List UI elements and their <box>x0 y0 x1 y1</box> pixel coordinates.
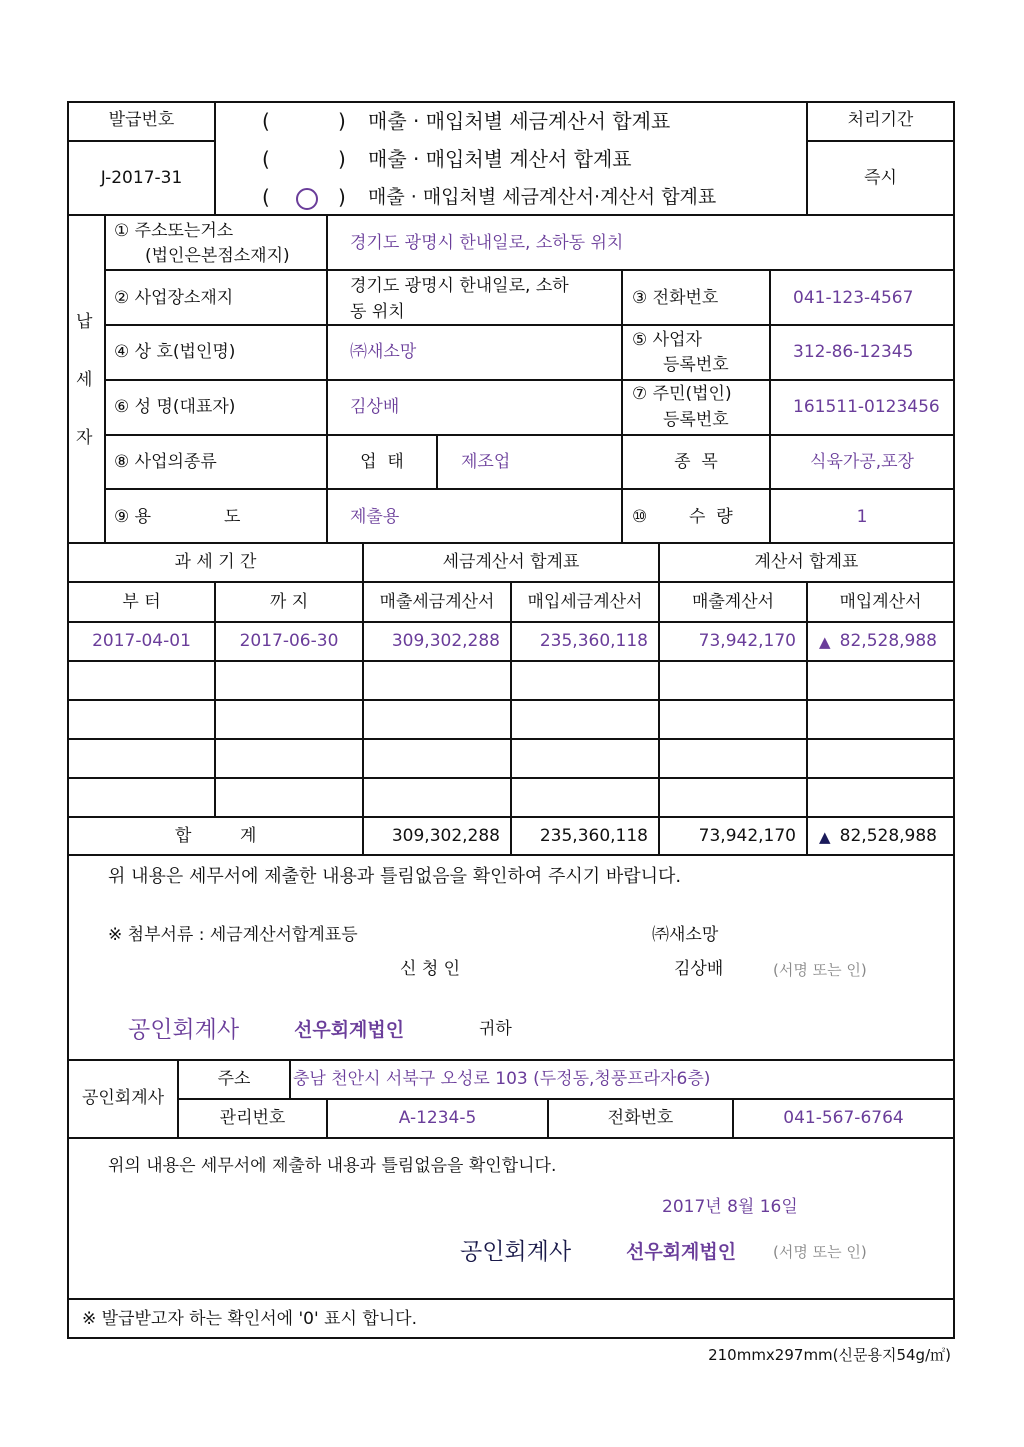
option-close-paren: ) <box>338 109 346 133</box>
divider <box>67 854 953 856</box>
quantity-label: 수 량 <box>689 507 733 527</box>
divider <box>67 214 953 216</box>
column-header: 부 터 <box>122 592 161 612</box>
column-header: 까 지 <box>269 592 309 612</box>
option-title: 매출 · 매입처별 세금계산서 합계표 <box>368 109 671 133</box>
biz-place-value-1: 경기도 광명시 한내일로, 소하 <box>350 276 569 296</box>
divider <box>436 435 438 489</box>
column-header: 매출세금계산서 <box>379 592 495 612</box>
cpa-address-label: 주소 <box>217 1069 251 1089</box>
divider <box>67 621 953 623</box>
resident-label-2: 등록번호 <box>663 410 729 430</box>
group-header-invoice: 계산서 합계표 <box>754 552 859 572</box>
purpose-label: ⑨ 용 <box>114 507 152 527</box>
divider <box>67 542 953 544</box>
option-open-paren: ( <box>262 185 270 209</box>
sign-hint: (서명 또는 인) <box>773 961 867 979</box>
biz-reg-label-1: ⑤ 사업자 <box>632 330 702 350</box>
biz-type-label: ⑧ 사업의종류 <box>114 452 217 472</box>
option-title: 매출 · 매입처별 계산서 합계표 <box>368 147 632 171</box>
option-open-paren: ( <box>262 109 270 133</box>
attachment-note: ※ 첨부서류 : 세금계산서합계표등 <box>108 925 358 945</box>
resident-label-1: ⑦ 주민(법인) <box>632 384 732 404</box>
divider <box>67 581 953 583</box>
divider <box>67 1059 953 1061</box>
divider <box>105 488 953 490</box>
confirmation-date: 2017년 8월 16일 <box>662 1197 798 1217</box>
category-label: 업 태 <box>360 452 404 472</box>
applicant-label: 신 청 인 <box>400 959 461 979</box>
divider <box>67 140 215 142</box>
column-header: 매입계산서 <box>839 592 922 612</box>
divider <box>105 379 953 381</box>
selected-circle-icon <box>296 188 318 210</box>
column-header: 매출계산서 <box>691 592 775 612</box>
recipient-firm: 선우회계법인 <box>294 1019 405 1041</box>
option-title: 매출 · 매입처별 세금계산서·계산서 합계표 <box>368 186 717 208</box>
cell-sales-invoice: 73,942,170 <box>698 631 796 651</box>
column-header: 매입세금계산서 <box>527 592 643 612</box>
negative-triangle-icon: ▲ <box>819 633 831 651</box>
trade-name-label: ④ 상 호(법인명) <box>114 342 236 362</box>
option-open-paren: ( <box>262 147 270 171</box>
cell-sales-tax-invoice: 309,302,288 <box>391 631 500 651</box>
divider <box>67 738 953 740</box>
divider <box>67 777 953 779</box>
total-label-2: 계 <box>240 826 257 846</box>
confirmation-sign-hint: (서명 또는 인) <box>773 1243 867 1261</box>
total-sales-invoice: 73,942,170 <box>698 826 796 846</box>
confirmation-firm: 선우회계법인 <box>626 1241 737 1263</box>
phone-value: 041-123-4567 <box>793 288 914 308</box>
cell-to: 2017-06-30 <box>239 631 339 651</box>
divider <box>67 660 953 662</box>
biz-reg-label-2: 등록번호 <box>663 355 729 375</box>
divider <box>67 1137 953 1139</box>
recipient-title: 공인회계사 <box>128 1017 240 1043</box>
address-label-2: (법인은본점소재지) <box>145 246 290 266</box>
purpose-value: 제출용 <box>350 507 400 527</box>
name-label: ⑥ 성 명(대표자) <box>114 397 236 417</box>
cpa-mgmt-no-label: 관리번호 <box>219 1108 286 1128</box>
biz-place-value-2: 동 위치 <box>350 302 405 322</box>
divider <box>105 324 953 326</box>
address-value: 경기도 광명시 한내일로, 소하동 위치 <box>350 233 624 253</box>
address-label-1: ① 주소또는거소 <box>114 221 234 241</box>
divider <box>807 140 953 142</box>
trade-name-value: ㈜새소망 <box>350 342 417 362</box>
confirmation-statement: 위의 내용은 세무서에 제출하 내용과 틀림없음을 확인합니다. <box>108 1156 557 1176</box>
divider <box>67 816 953 818</box>
group-header-period: 과 세 기 간 <box>174 552 257 572</box>
divider <box>621 270 623 543</box>
total-sales-tax-invoice: 309,302,288 <box>391 826 500 846</box>
purpose-label-end: 도 <box>224 507 241 527</box>
issue-no-value: J-2017-31 <box>100 168 183 188</box>
cpa-phone-value: 041-567-6764 <box>783 1108 904 1128</box>
footer-note: ※ 발급받고자 하는 확인서에 '0' 표시 합니다. <box>82 1309 417 1329</box>
cpa-phone-label: 전화번호 <box>607 1108 674 1128</box>
cpa-address-value: 충남 천안시 서북구 오성로 103 (두정동,청풍프라자6층) <box>293 1069 711 1089</box>
resident-value: 161511-0123456 <box>793 397 940 417</box>
category-value: 제조업 <box>461 452 511 472</box>
paper-spec: 210mmx297mm(신문용지54g/㎡) <box>708 1346 951 1364</box>
name-value: 김상배 <box>350 397 400 417</box>
cell-from: 2017-04-01 <box>92 631 191 651</box>
total-purchase-invoice: 82,528,988 <box>839 826 937 846</box>
total-label-1: 합 <box>175 826 192 846</box>
processing-value: 즉시 <box>864 168 897 188</box>
negative-triangle-icon: ▲ <box>819 828 831 846</box>
divider <box>214 101 216 215</box>
item-value: 식육가공,포장 <box>810 452 914 472</box>
divider <box>178 1098 953 1100</box>
option-close-paren: ) <box>338 185 346 209</box>
option-close-paren: ) <box>338 147 346 171</box>
taxpayer-side-label-2: 세 <box>76 370 93 390</box>
taxpayer-side-label-1: 납 <box>76 312 93 332</box>
divider <box>769 270 771 543</box>
declaration-statement: 위 내용은 세무서에 제출한 내용과 틀림없음을 확인하여 주시기 바랍니다. <box>108 866 682 887</box>
divider <box>67 1298 953 1300</box>
issue-no-label: 발급번호 <box>108 110 175 130</box>
quantity-label-num: ⑩ <box>632 507 648 527</box>
divider <box>289 1060 291 1099</box>
recipient-suffix: 귀하 <box>479 1019 512 1039</box>
cpa-mgmt-no-value: A-1234-5 <box>398 1108 477 1128</box>
group-header-tax-invoice: 세금계산서 합계표 <box>442 552 580 572</box>
taxpayer-side-label-3: 자 <box>76 428 93 448</box>
quantity-value: 1 <box>856 507 868 527</box>
cpa-side-label: 공인회계사 <box>81 1088 165 1108</box>
cell-purchase-tax-invoice: 235,360,118 <box>539 631 648 651</box>
divider <box>105 434 953 436</box>
total-purchase-tax-invoice: 235,360,118 <box>539 826 648 846</box>
applicant-name: 김상배 <box>674 959 724 979</box>
biz-place-label: ② 사업장소재지 <box>114 288 234 308</box>
biz-reg-value: 312-86-12345 <box>793 342 914 362</box>
cell-purchase-invoice: 82,528,988 <box>839 631 937 651</box>
divider <box>105 269 953 271</box>
applicant-company: ㈜새소망 <box>652 925 719 945</box>
divider <box>67 699 953 701</box>
confirmation-title: 공인회계사 <box>460 1239 572 1265</box>
item-label: 종 목 <box>674 452 718 472</box>
phone-label: ③ 전화번호 <box>632 288 719 308</box>
processing-label: 처리기간 <box>847 110 914 130</box>
